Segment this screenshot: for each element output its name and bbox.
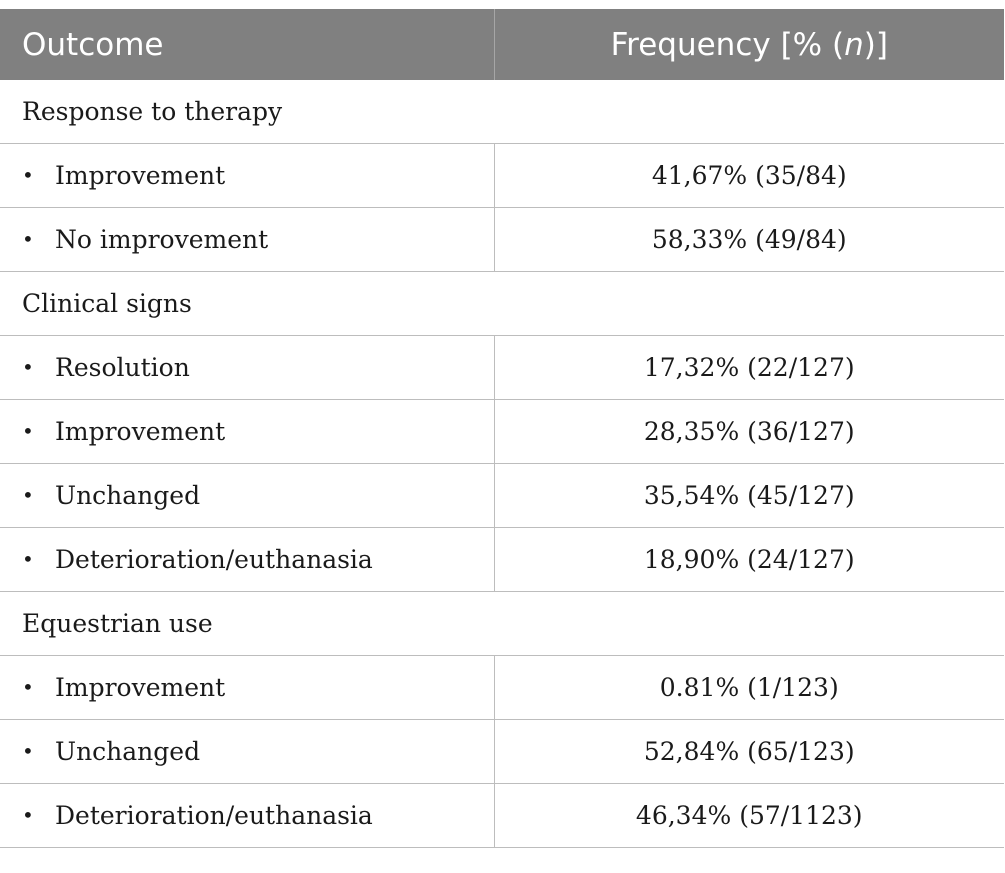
table-row [0, 784, 1004, 848]
table-row [0, 528, 1004, 592]
outcome-table [0, 9, 1004, 848]
bullet: • [22, 547, 34, 571]
header-frequency-suffix: )] [863, 26, 888, 63]
row-value: 17,32% (22/127) [494, 336, 1004, 400]
row-label: Resolution [55, 353, 190, 382]
bullet: • [22, 227, 34, 251]
table-row [0, 400, 1004, 464]
row-label: No improvement [55, 225, 269, 254]
row-value: 41,67% (35/84) [494, 144, 1004, 208]
row-label-cell [0, 656, 494, 720]
bullet: • [22, 739, 34, 763]
row-value: 28,35% (36/127) [494, 400, 1004, 464]
row-label: Unchanged [55, 481, 201, 510]
row-label-cell [0, 336, 494, 400]
row-label-cell [0, 464, 494, 528]
bullet: • [22, 163, 34, 187]
table-header-row [0, 9, 1004, 80]
row-value: 18,90% (24/127) [494, 528, 1004, 592]
bullet: • [22, 803, 34, 827]
row-value: 0.81% (1/123) [494, 656, 1004, 720]
table-row [0, 144, 1004, 208]
bullet: • [22, 355, 34, 379]
row-label-cell [0, 528, 494, 592]
row-label-cell [0, 720, 494, 784]
row-label: Deterioration/euthanasia [55, 801, 373, 830]
row-label-cell [0, 784, 494, 848]
row-label-cell [0, 400, 494, 464]
table-row [0, 720, 1004, 784]
section-title: Response to therapy [0, 80, 1004, 144]
header-frequency [494, 9, 1004, 80]
header-frequency-n: n [844, 26, 864, 63]
section-title: Clinical signs [0, 272, 1004, 336]
bullet: • [22, 483, 34, 507]
row-value: 35,54% (45/127) [494, 464, 1004, 528]
header-frequency-prefix: Frequency [% ( [610, 26, 845, 63]
section-row [0, 80, 1004, 144]
row-label-cell [0, 208, 494, 272]
row-label: Improvement [55, 161, 226, 190]
table-row [0, 464, 1004, 528]
header-outcome: Outcome [0, 9, 494, 80]
section-row [0, 592, 1004, 656]
table-row [0, 656, 1004, 720]
row-label: Unchanged [55, 737, 201, 766]
row-value: 58,33% (49/84) [494, 208, 1004, 272]
row-label: Deterioration/euthanasia [55, 545, 373, 574]
section-row [0, 272, 1004, 336]
row-label: Improvement [55, 417, 226, 446]
row-label-cell [0, 144, 494, 208]
bullet: • [22, 675, 34, 699]
row-value: 52,84% (65/123) [494, 720, 1004, 784]
bullet: • [22, 419, 34, 443]
outcome-table-container [0, 9, 1004, 848]
table-row [0, 336, 1004, 400]
section-title: Equestrian use [0, 592, 1004, 656]
table-row [0, 208, 1004, 272]
row-label: Improvement [55, 673, 226, 702]
row-value: 46,34% (57/1123) [494, 784, 1004, 848]
